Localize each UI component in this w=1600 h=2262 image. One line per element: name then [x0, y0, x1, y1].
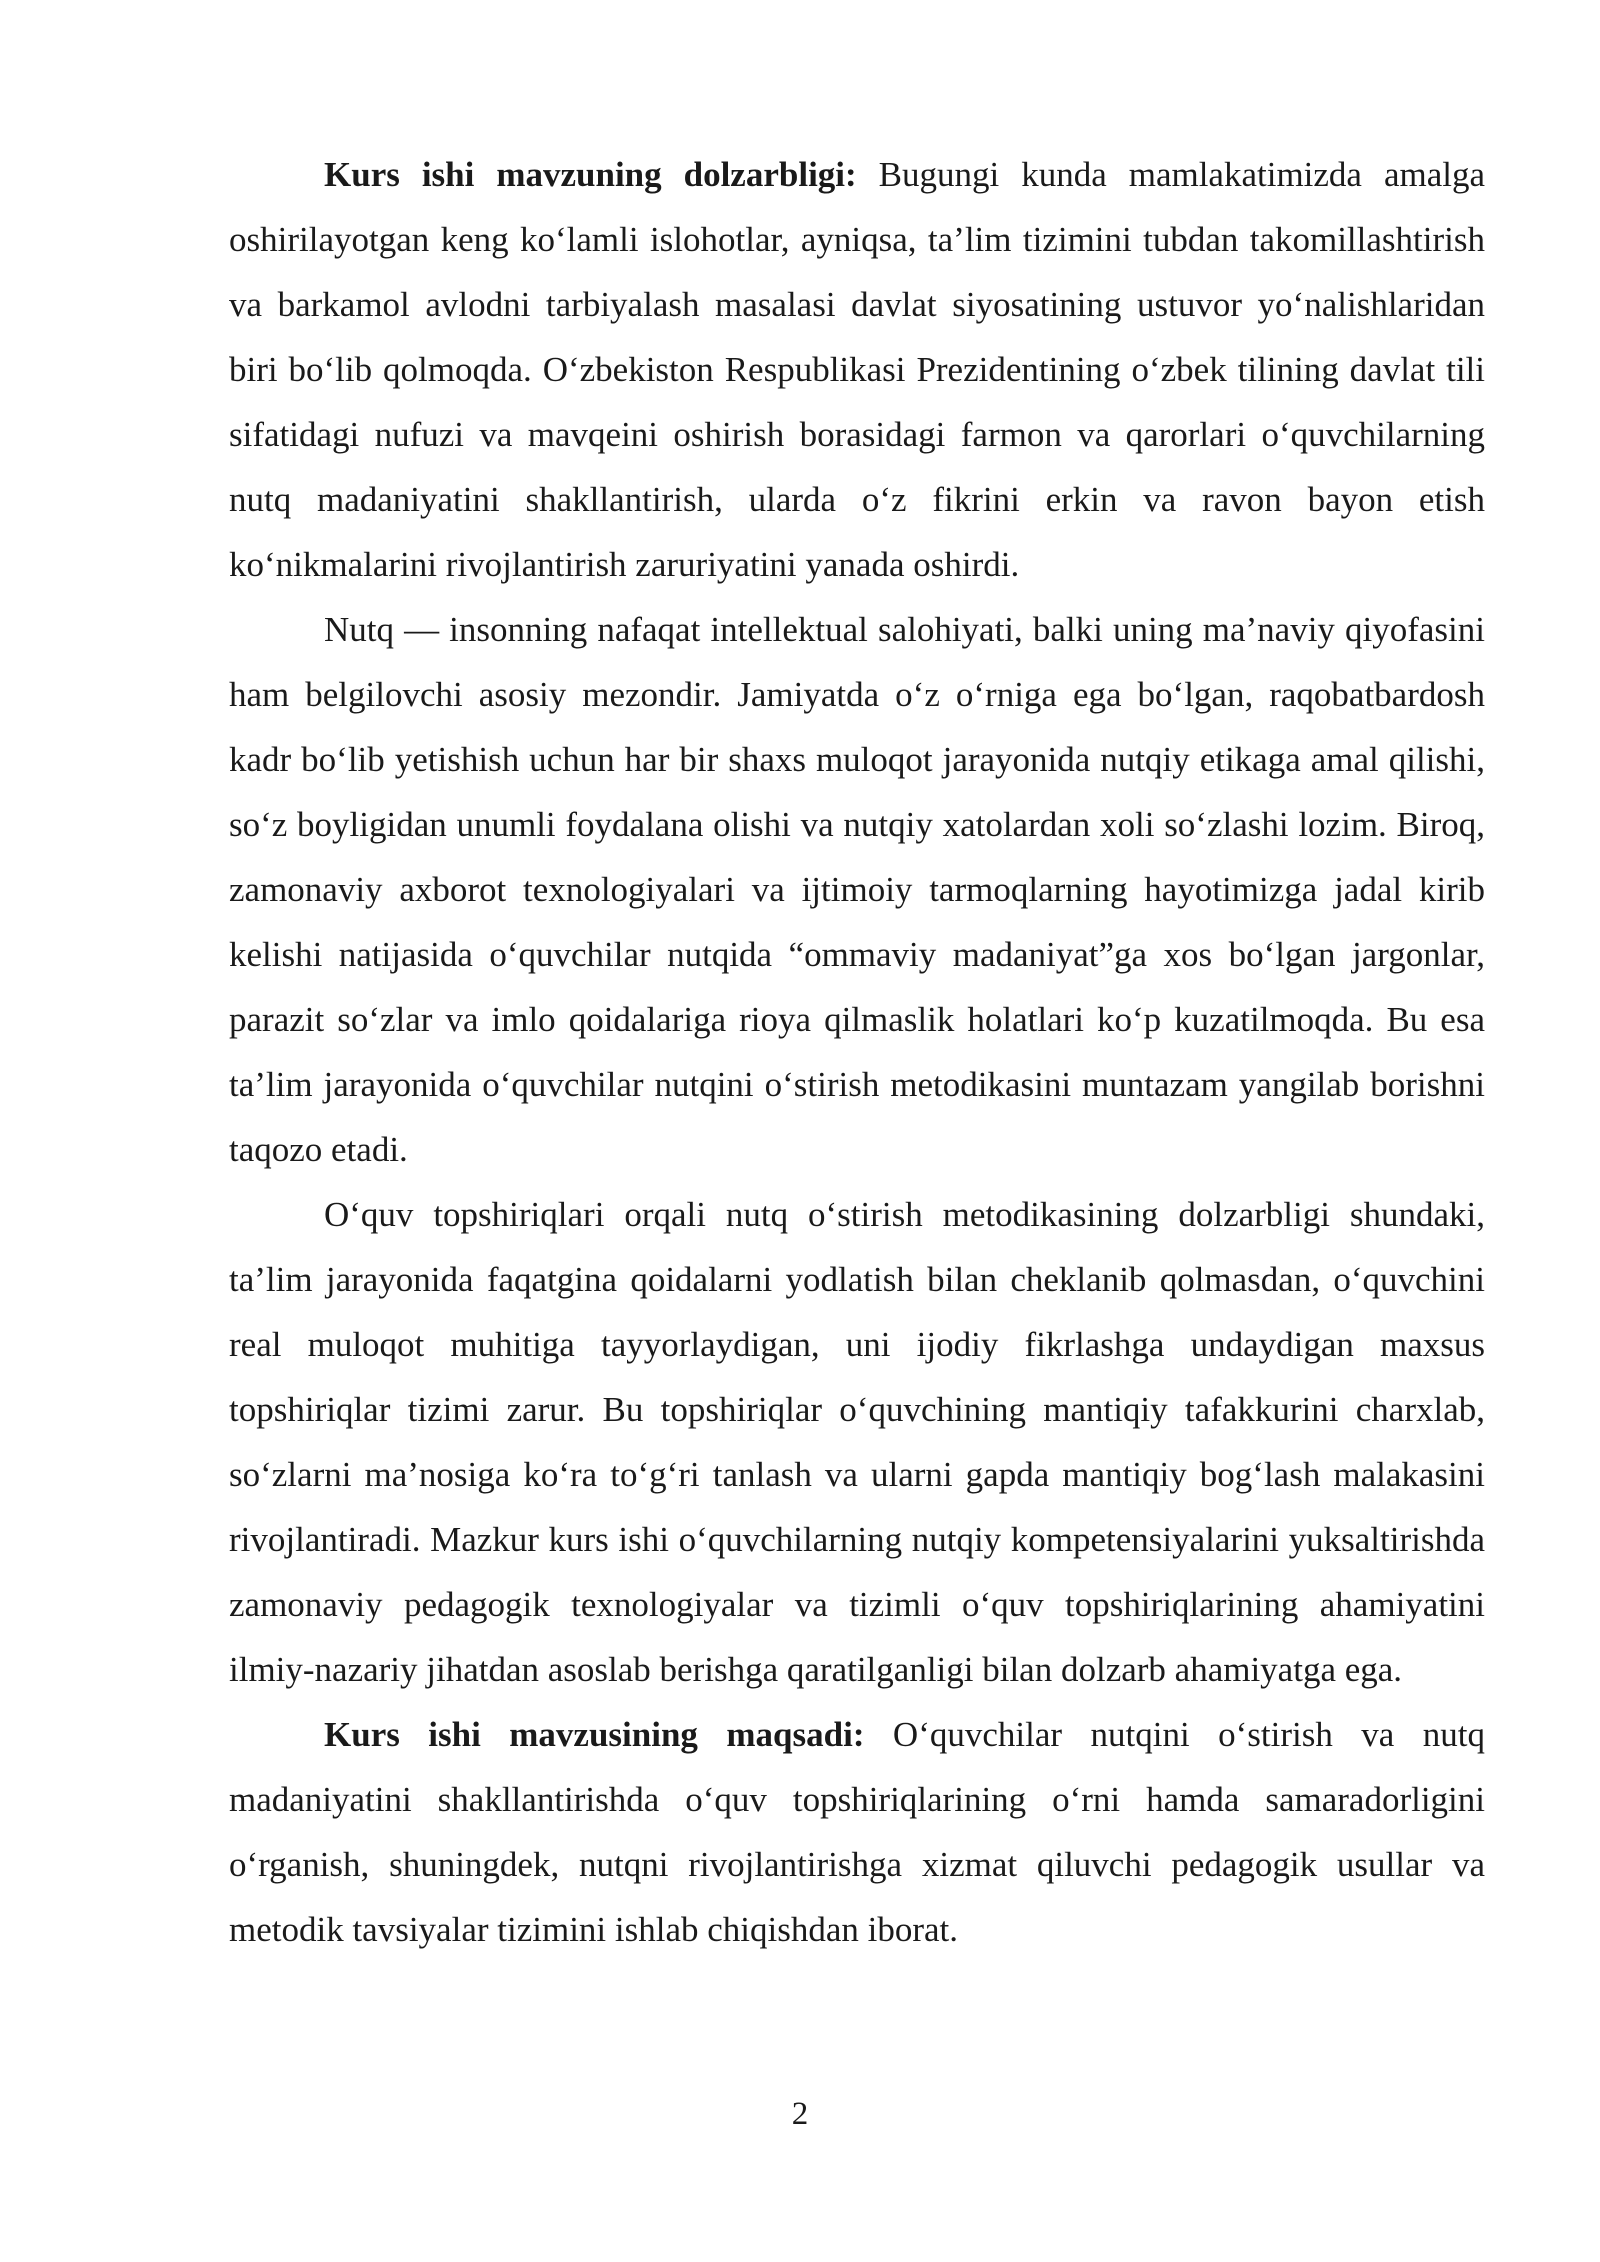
- paragraph-text: O‘quv topshiriqlari orqali nutq o‘stirish metodikasining dolzarbligi shundaki, ta’lim jarayonida faqatgina qoidalarni yodlatish bilan cheklanib qolmasdan, o‘quvchini real muloqot muhitiga tayyorlaydigan, uni ijodiy fikrlashga undaydigan maxsus topshiriqlar tizimi zarur. Bu topshiriqlar o‘quvchining mantiqiy tafakkurini charxlab, so‘zlarni ma’nosiga ko‘ra to‘g‘ri tanlash va ularni gapda mantiqiy bog‘lash malakasini rivojlantiradi. Mazkur kurs ishi o‘quvchilarning nutqiy kompetensiyalarini yuksaltirishda zamonaviy pedagogik texnologiyalar va tizimli o‘quv topshiriqlarining ahamiyatini ilmiy-nazariy jihatdan asoslab berishga qaratilganligi bilan dolzarb ahamiyatga ega.: [229, 1195, 1485, 1689]
- paragraph-text: O‘quvchilar nutqini o‘stirish va nutq madaniyatini shakllantirishda o‘quv topshiriqlarining o‘rni hamda samaradorligini o‘rganish, shuningdek, nutqni rivojlantirishga xizmat qiluvchi pedagogik usullar va metodik tavsiyalar tizimini ishlab chiqishdan iborat.: [229, 1715, 1485, 1949]
- paragraph-lead-relevance: Kurs ishi mavzuning dolzarbligi:: [324, 155, 857, 194]
- paragraph-relevance: [229, 142, 1485, 597]
- paragraph-text: Nutq — insonning nafaqat intellektual salohiyati, balki uning ma’naviy qiyofasini ham belgilovchi asosiy mezondir. Jamiyatda o‘z o‘rniga ega bo‘lgan, raqobatbardosh kadr bo‘lib yetishish uchun har bir shaxs muloqot jarayonida nutqiy etikaga amal qilishi, so‘z boyligidan unumli foydalana olishi va nutqiy xatolardan xoli so‘zlashi lozim. Biroq, zamonaviy axborot texnologiyalari va ijtimoiy tarmoqlarning hayotimizga jadal kirib kelishi natijasida o‘quvchilar nutqida “ommaviy madaniyat”ga xos bo‘lgan jargonlar, parazit so‘zlar va imlo qoidalariga rioya qilmaslik holatlari ko‘p kuzatilmoqda. Bu esa ta’lim jarayonida o‘quvchilar nutqini o‘stirish metodikasini muntazam yangilab borishni taqozo etadi.: [229, 610, 1485, 1169]
- document-body: [229, 142, 1485, 1962]
- paragraph-speech: [229, 597, 1485, 1182]
- paragraph-lead-goal: Kurs ishi mavzusining maqsadi:: [324, 1715, 865, 1754]
- page-number: 2: [791, 2096, 809, 2132]
- paragraph-text: Bugungi kunda mamlakatimizda amalga oshirilayotgan keng ko‘lamli islohotlar, ayniqsa, ta’lim tizimini tubdan takomillashtirish va barkamol avlodni tarbiyalash masalasi davlat siyosatining ustuvor yo‘nalishlaridan biri bo‘lib qolmoqda. O‘zbekiston Respublikasi Prezidentining o‘zbek tilining davlat tili sifatidagi nufuzi va mavqeini oshirish borasidagi farmon va qarorlari o‘quvchilarning nutq madaniyatini shakllantirish, ularda o‘z fikrini erkin va ravon bayon etish ko‘nikmalarini rivojlantirish zaruriyatini yanada oshirdi.: [229, 155, 1485, 584]
- paragraph-goal: [229, 1702, 1485, 1962]
- paragraph-tasks: [229, 1182, 1485, 1702]
